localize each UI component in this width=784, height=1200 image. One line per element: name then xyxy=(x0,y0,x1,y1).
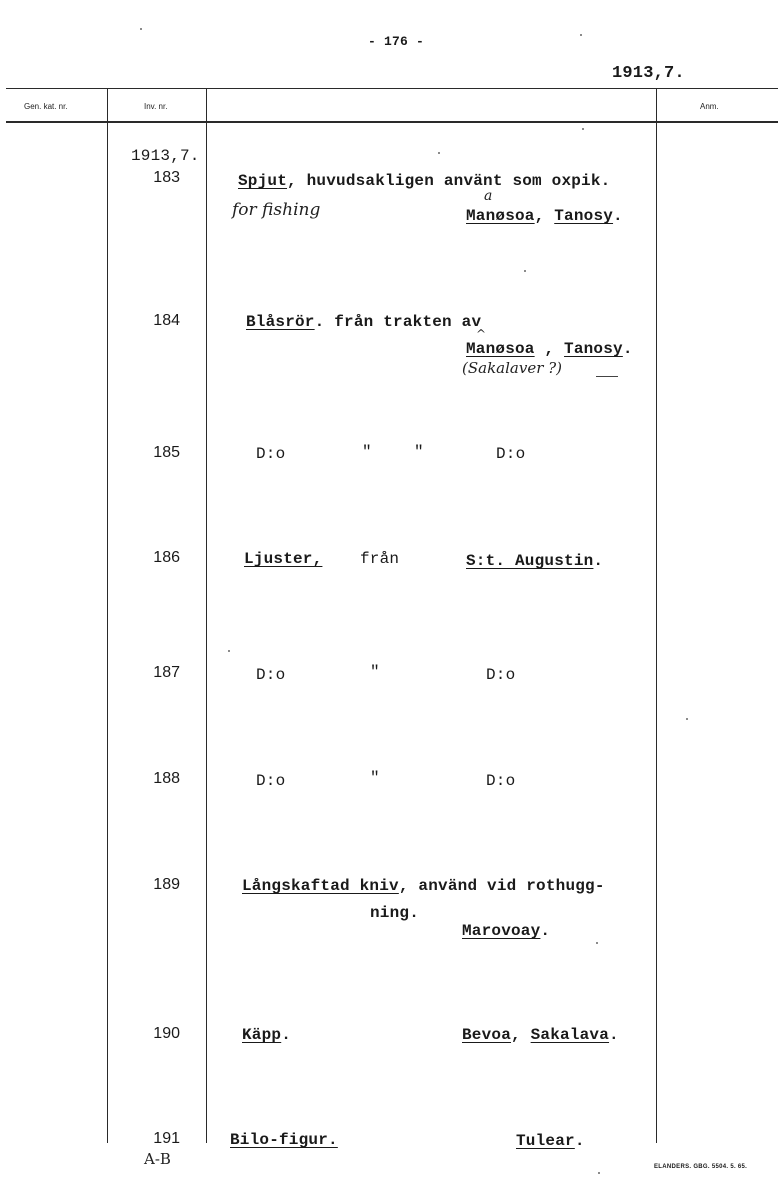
entry-187-ditto-2: D:o xyxy=(486,666,516,684)
entry-184-handnote-dash xyxy=(596,376,618,377)
entry-184-description xyxy=(246,313,481,331)
entry-185-ditto-2: D:o xyxy=(496,445,526,463)
entry-183-loc-a: Manøsoa xyxy=(466,207,535,225)
block-date: 1913,7. xyxy=(131,147,200,165)
entry-184-location: Manøsoa , Tanosy. xyxy=(466,340,633,358)
scan-speck xyxy=(438,152,440,154)
inv-number-191: 191 xyxy=(153,1130,180,1147)
entry-184-loc-correction: ^ xyxy=(476,327,487,341)
header-bottom-rule xyxy=(6,121,778,123)
scan-speck xyxy=(596,942,598,944)
scan-speck xyxy=(580,34,582,36)
column-header-inv-nr: Inv. nr. xyxy=(144,102,168,111)
entry-190-name: Käpp. xyxy=(242,1026,292,1044)
inv-number-186: 186 xyxy=(153,549,180,566)
inv-number-188: 188 xyxy=(153,770,180,787)
inv-number-184: 184 xyxy=(153,312,180,329)
entry-184-name: Blåsrör xyxy=(246,313,315,331)
inv-number-187: 187 xyxy=(153,664,180,681)
inv-number-190: 190 xyxy=(153,1025,180,1042)
column-rule-desc xyxy=(206,88,207,1143)
entry-188-ditto-2: D:o xyxy=(486,772,516,790)
column-header-anm: Anm. xyxy=(700,102,719,111)
entry-189-description xyxy=(242,877,605,895)
entry-185-quote-1: " xyxy=(362,443,372,461)
entry-184-desc: . från trakten av xyxy=(314,313,482,331)
printer-mark: ELANDERS. GBG. 5504. 5. 65. xyxy=(654,1164,748,1170)
scan-speck xyxy=(582,128,584,130)
entry-187-ditto-1: D:o xyxy=(256,666,286,684)
scan-speck xyxy=(598,1172,600,1174)
entry-189-location: Marovoay. xyxy=(462,922,551,940)
inv-number-183: 183 xyxy=(153,169,180,186)
scan-speck xyxy=(228,650,230,652)
entry-189-desc: , använd vid rothugg- xyxy=(398,877,605,895)
header-top-rule xyxy=(6,88,778,89)
entry-191-location: Tulear. xyxy=(516,1132,585,1150)
column-header-gen-kat-nr: Gen. kat. nr. xyxy=(24,102,68,111)
entry-188-ditto-1: D:o xyxy=(256,772,286,790)
entry-186-name: Ljuster, xyxy=(244,550,323,568)
entry-183-location: Manøsoa, Tanosy. xyxy=(466,207,623,225)
entry-183-loc-correction: a xyxy=(484,188,493,204)
entry-191-num-note: A-B xyxy=(144,1150,171,1168)
entry-189-desc-cont: ning. xyxy=(370,904,420,922)
entry-185-quote-2: " xyxy=(414,443,424,461)
entry-186-location: S:t. Augustin. xyxy=(466,552,604,570)
page-number: - 176 - xyxy=(368,34,425,49)
entry-183-name: Spjut xyxy=(238,172,288,190)
entry-191-name: Bilo-figur. xyxy=(230,1131,338,1149)
entry-183-desc: , huvudsakligen använt som oxpik. xyxy=(287,172,611,190)
column-rule-inv xyxy=(107,88,108,1143)
entry-189-name: Långskaftad kniv xyxy=(242,877,399,895)
entry-188-quote: " xyxy=(370,769,380,787)
scan-speck xyxy=(686,718,688,720)
entry-184-handnote: (Sakalaver ?) xyxy=(462,359,563,377)
entry-183-handnote: for fishing xyxy=(232,200,321,220)
column-rule-anm xyxy=(656,88,657,1143)
entry-183-description xyxy=(238,172,610,190)
scan-speck xyxy=(524,270,526,272)
header-date: 1913,7. xyxy=(612,64,685,83)
inv-number-185: 185 xyxy=(153,444,180,461)
inv-number-189: 189 xyxy=(153,876,180,893)
entry-184-loc-b: Tanosy xyxy=(564,340,623,358)
entry-183-loc-b: Tanosy xyxy=(554,207,614,225)
entry-186-mid: från xyxy=(360,550,400,568)
entry-185-ditto-1: D:o xyxy=(256,445,286,463)
entry-184-loc-a: Manøsoa xyxy=(466,340,535,358)
scan-speck xyxy=(140,28,142,30)
entry-187-quote: " xyxy=(370,663,380,681)
entry-190-location: Bevoa, Sakalava. xyxy=(462,1026,619,1044)
